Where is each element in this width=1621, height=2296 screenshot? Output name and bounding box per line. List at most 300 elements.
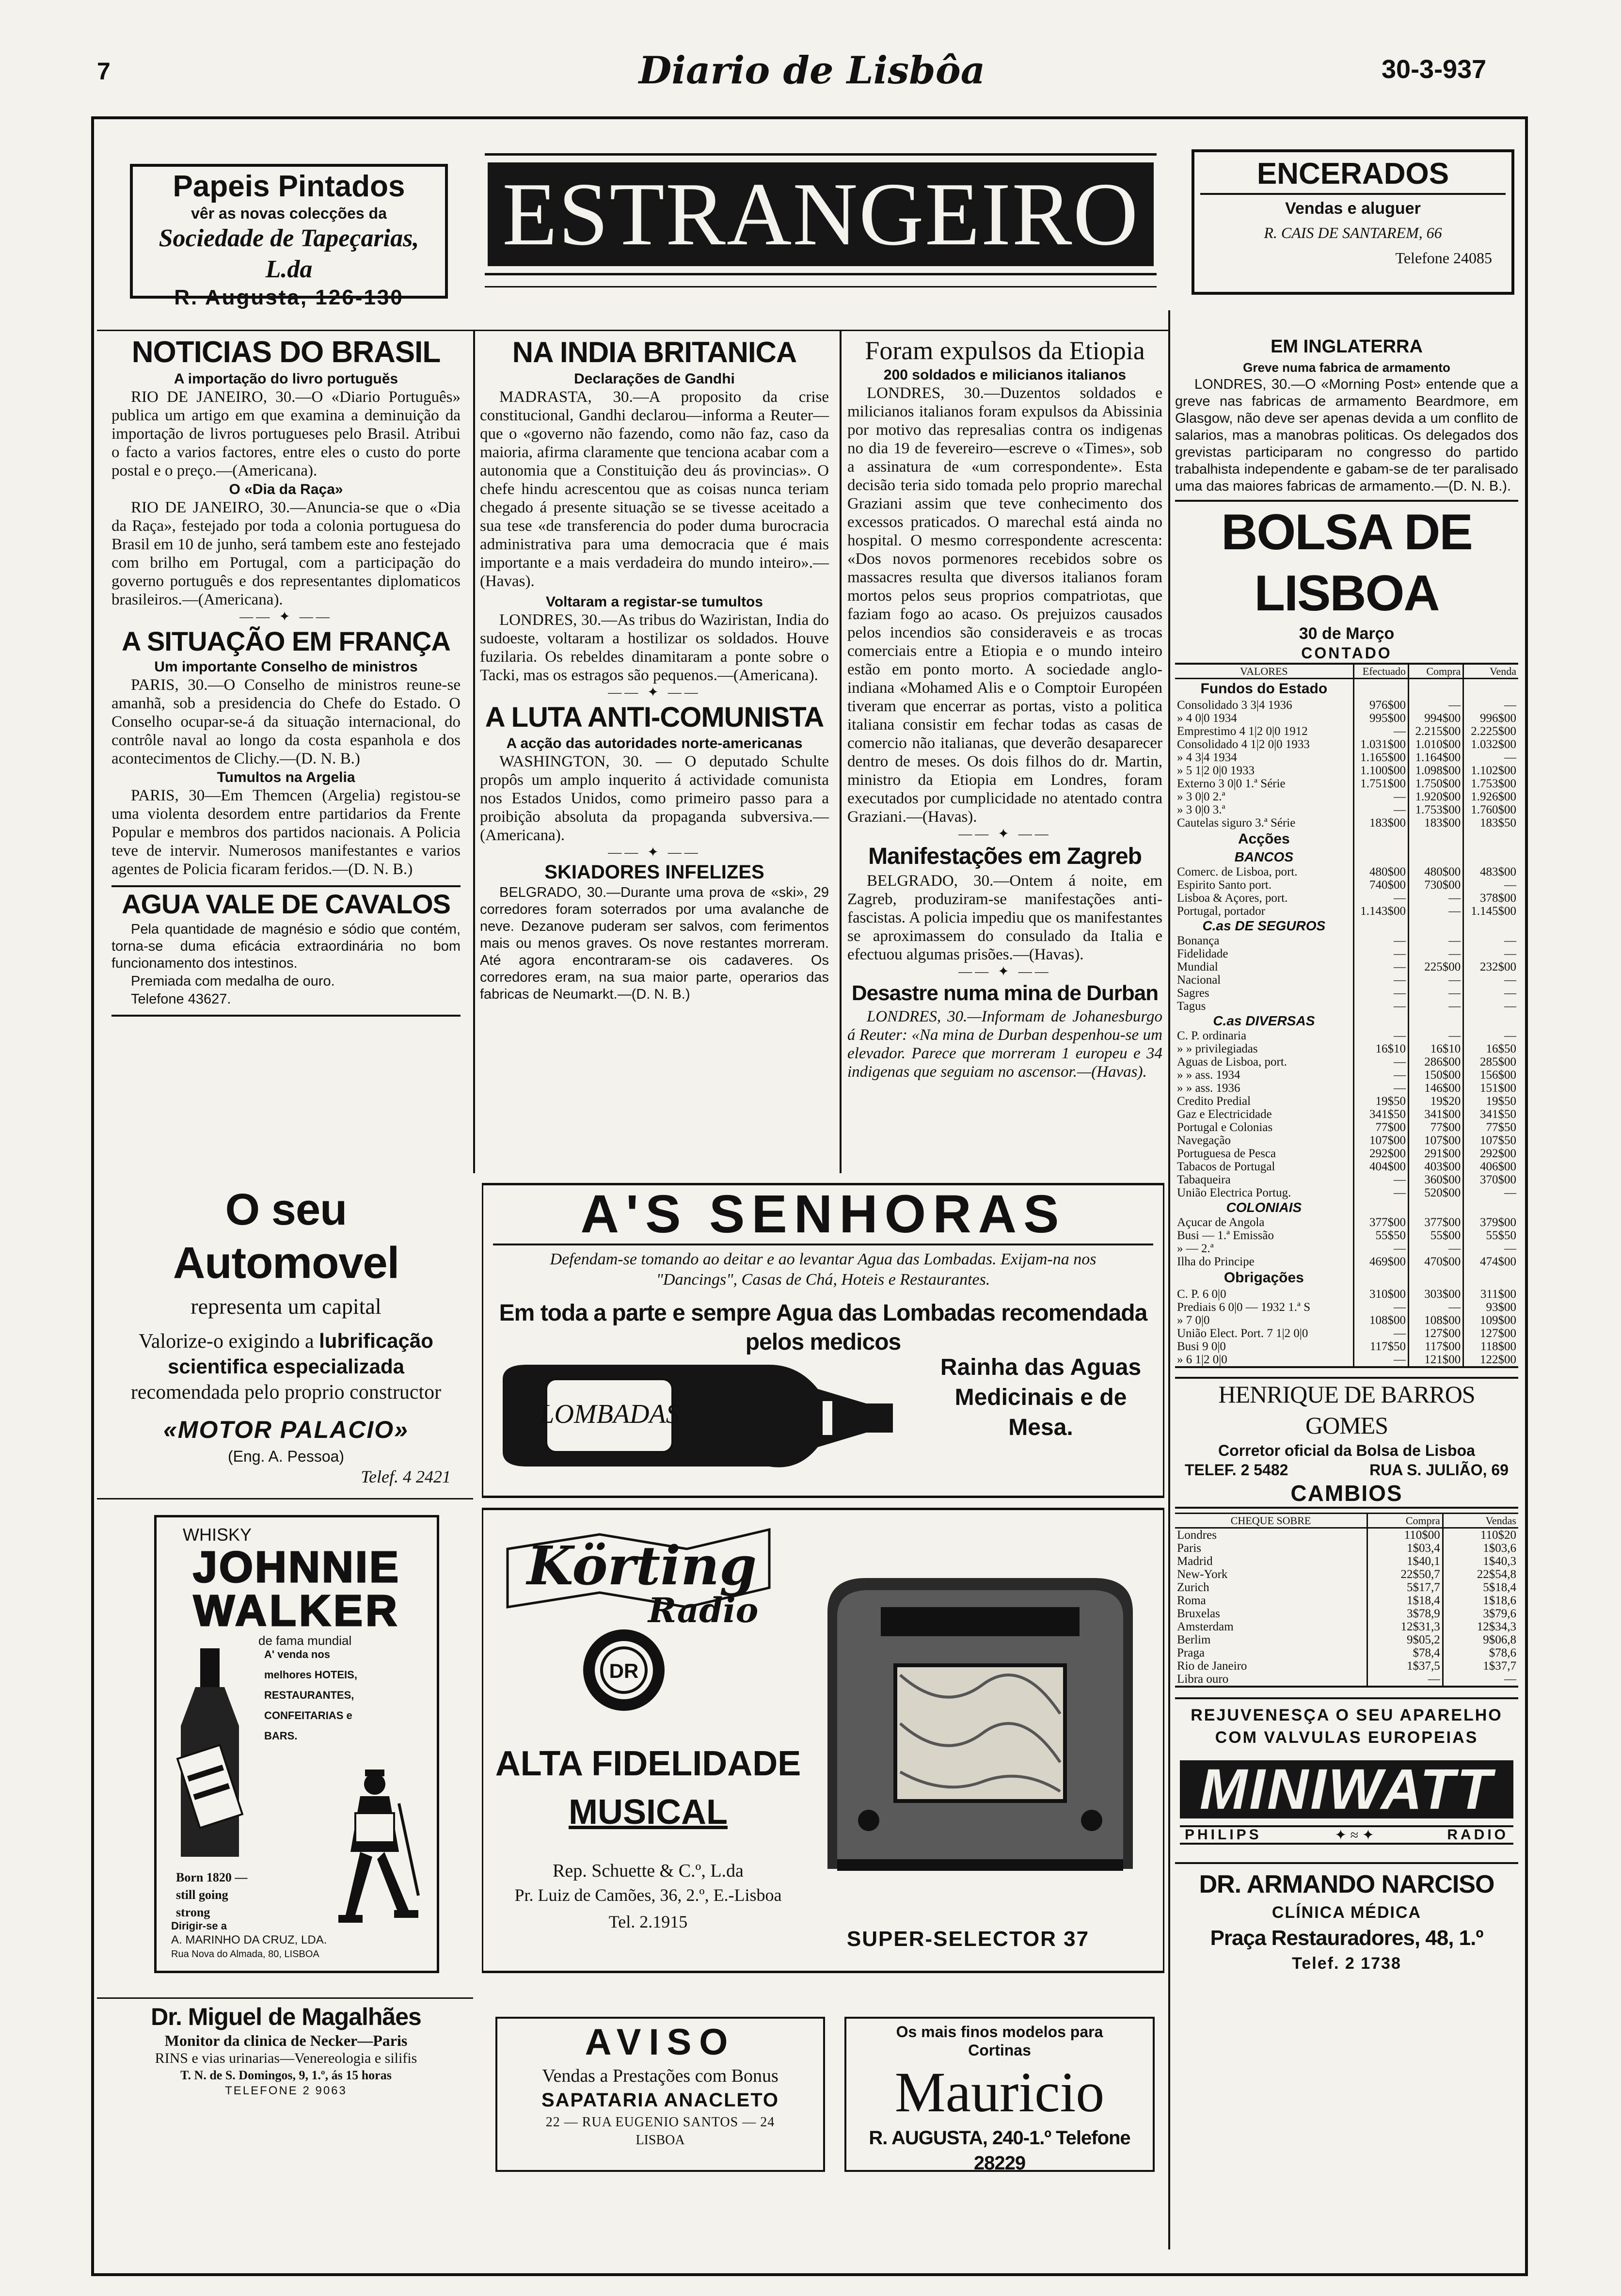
bolsa-price: 117$00 (1408, 1340, 1463, 1353)
headline-agua-vale-cavalos: AGUA VALE DE CAVALOS (122, 889, 450, 919)
korting-line1: ALTA FIDELIDADE (495, 1744, 801, 1783)
philips-star-icon: ✦ ≈ ✦ (1335, 1827, 1374, 1843)
bolsa-security-name: » 7 0|0 (1177, 1314, 1210, 1327)
bolsa-price: — (1353, 790, 1408, 803)
bolsa-security-name: Gaz e Electricidade (1177, 1108, 1272, 1121)
bolsa-security-name: Portugal, portador (1177, 905, 1265, 918)
table-row (1175, 934, 1518, 947)
column-1 (111, 335, 461, 1017)
cambios-rate: 5$18,4 (1443, 1581, 1518, 1594)
table-row (1175, 1542, 1518, 1555)
cambios-rate: 110$20 (1443, 1528, 1518, 1542)
bolsa-empty-cell (1463, 679, 1518, 699)
ad-papeis-pintados (130, 164, 448, 309)
bolsa-security-name: Aguas de Lisboa, port. (1177, 1055, 1287, 1068)
bolsa-price: — (1463, 973, 1518, 987)
bolsa-price: 107$00 (1408, 1134, 1463, 1147)
subhead-india: Declarações de Gandhi (574, 371, 735, 387)
table-row (1175, 1229, 1518, 1242)
miniwatt-line2: COM VALVULAS EUROPEIAS (1215, 1728, 1478, 1747)
table-row (1175, 1042, 1518, 1055)
separator: —— ✦ —— (958, 964, 1051, 979)
table-row (1175, 1646, 1518, 1659)
bolsa-security-name: » » ass. 1936 (1177, 1082, 1240, 1095)
ad-encerados-phone: Telefone 24085 (1395, 249, 1492, 267)
table-row (1175, 1160, 1518, 1173)
narciso-line1: CLÍNICA MÉDICA (1271, 1903, 1422, 1922)
bolsa-price: 156$00 (1463, 1068, 1518, 1082)
headline-luta: A LUTA ANTI-COMUNISTA (485, 702, 824, 733)
subhead-inglaterra: Greve numa fabrica de armamento (1243, 360, 1450, 375)
bolsa-price: 108$00 (1408, 1314, 1463, 1327)
senhoras-line2: Em toda a parte e sempre Agua das Lombadas recomendada pelos medicos (499, 1300, 1147, 1355)
korting-seal-text: DR (609, 1659, 639, 1682)
bolsa-section-title: COLONIAIS (1226, 1200, 1302, 1215)
bolsa-empty-cell (1408, 679, 1463, 699)
article-franca-2: PARIS, 30—Em Themcen (Argelia) registou-se uma violenta desordem entre partidarios da Frente Popular e membros dos partidos nacionais. A Policia teve de intervir. Numerosos manifestantes e varios agentes de Policia ficaram feridos.—(D. N. B.) (111, 787, 461, 878)
ad-encerados-title: ENCERADOS (1200, 155, 1506, 195)
cambios-city: Paris (1177, 1542, 1201, 1555)
bolsa-security-name: Tagus (1177, 1000, 1206, 1013)
bolsa-price: 122$00 (1463, 1353, 1518, 1367)
bolsa-price: 469$00 (1353, 1255, 1408, 1268)
bolsa-price: 1.920$00 (1408, 790, 1463, 803)
korting-model: SUPER-SELECTOR 37 (846, 1927, 1090, 1951)
mig-line2: RINS e vias urinarias—Venereologia e silifis (155, 2050, 417, 2066)
bolsa-price: 183$00 (1408, 816, 1463, 829)
bolsa-price: 19$50 (1353, 1095, 1408, 1108)
bolsa-price: 480$00 (1408, 865, 1463, 878)
bolsa-price: 77$00 (1408, 1121, 1463, 1134)
bolsa-price: — (1353, 1055, 1408, 1068)
bolsa-security-name: » 5 1|2 0|0 1933 (1177, 764, 1255, 777)
mauricio-name: Mauricio (894, 2060, 1105, 2124)
bolsa-price: 55$00 (1408, 1229, 1463, 1242)
table-row (1175, 725, 1518, 738)
bolsa-price: 740$00 (1353, 878, 1408, 892)
bolsa-price: — (1353, 947, 1408, 960)
table-row (1175, 764, 1518, 777)
table-row (1175, 803, 1518, 816)
cambios-col-header: Vendas (1443, 1514, 1518, 1528)
bolsa-price: 183$50 (1463, 816, 1518, 829)
section-banner-frame (485, 153, 1157, 275)
bolsa-price: — (1463, 934, 1518, 947)
bottle-label: LOMBADAS (539, 1399, 680, 1429)
ad-automovel-line2a: Valorize-o exigindo a (139, 1330, 314, 1353)
bottle-icon (498, 1360, 895, 1471)
bolsa-price: 55$50 (1353, 1229, 1408, 1242)
table-row (1175, 1242, 1518, 1255)
cambios-rate: 3$79,6 (1443, 1607, 1518, 1620)
bolsa-price: 730$00 (1408, 878, 1463, 892)
narciso-name: DR. ARMANDO NARCISO (1199, 1870, 1494, 1898)
bolsa-price: 341$00 (1408, 1108, 1463, 1121)
bolsa-col-header: Venda (1463, 664, 1518, 679)
bolsa-price: 183$00 (1353, 816, 1408, 829)
table-row (1175, 892, 1518, 905)
table-row (1175, 960, 1518, 973)
headline-brasil: NOTICIAS DO BRASIL (131, 335, 441, 369)
bolsa-price: 1.010$00 (1408, 738, 1463, 751)
table-row (1175, 1659, 1518, 1673)
bolsa-empty-cell (1463, 1199, 1518, 1216)
headline-india: NA INDIA BRITANICA (512, 336, 797, 368)
table-row (1175, 878, 1518, 892)
bolsa-security-name: » 4 0|0 1934 (1177, 712, 1237, 725)
table-row (1175, 1108, 1518, 1121)
section-banner: ESTRANGEIRO (488, 162, 1154, 266)
bolsa-security-name: Prediais 6 0|0 — 1932 1.ª S (1177, 1301, 1311, 1314)
hbg-phone: TELEF. 2 5482 (1185, 1461, 1288, 1479)
bolsa-price: — (1353, 892, 1408, 905)
bolsa-price: 127$00 (1408, 1327, 1463, 1340)
bolsa-price: 1.165$00 (1353, 751, 1408, 764)
bolsa-price: — (1353, 934, 1408, 947)
bolsa-price: 403$00 (1408, 1160, 1463, 1173)
cambios-col-header: Compra (1367, 1514, 1443, 1528)
bolsa-price: 994$00 (1408, 712, 1463, 725)
cambios-rate: — (1367, 1673, 1443, 1687)
bolsa-empty-cell (1353, 1013, 1408, 1029)
table-row (1175, 1528, 1518, 1542)
bolsa-price: 404$00 (1353, 1160, 1408, 1173)
jw-fame: de fama mundial (258, 1633, 352, 1648)
ad-automovel-line3: recomendada pelo proprio constructor (130, 1381, 442, 1403)
bolsa-price: 378$00 (1463, 892, 1518, 905)
bolsa-price: — (1463, 1186, 1518, 1199)
newspaper-title: Diario de Lisbôa (638, 48, 985, 93)
bolsa-price: — (1408, 934, 1463, 947)
table-row (1175, 790, 1518, 803)
table-row (1175, 973, 1518, 987)
bolsa-price: — (1408, 1301, 1463, 1314)
cambios-rate: $78,6 (1443, 1646, 1518, 1659)
bolsa-price: — (1408, 1000, 1463, 1013)
hbg-line1: Corretor oficial da Bolsa de Lisboa (1218, 1442, 1475, 1459)
senhoras-title: A'S SENHORAS (493, 1185, 1153, 1245)
table-row (1175, 1327, 1518, 1340)
article-brasil-2: RIO DE JANEIRO, 30.—Anuncia-se que o «Dia da Raça», festejado por toda a colonia portuguesa do Brasil em 10 de junho, será tambem este ano festejado com brilho em Portugal, com a participação do governo português e dos representantes diplomaticos brasileiros.—(Americana). (111, 499, 461, 608)
bolsa-section-header (1175, 1268, 1518, 1288)
bolsa-security-name: C. P. 6 0|0 (1177, 1288, 1226, 1301)
article-inglaterra: LONDRES, 30.—O «Morning Post» entende que a greve nas fabricas de armamento Beardmore, em Glasgow, não deve ser apenas devida a um conflito de salarios, mas a manobras politicas. Os delegados dos grevistas participaram no congresso do partido trabalhista independente e gabam-se de ter paralisado uma das maiores fabricas de armamento.—(D. N. B.). (1175, 377, 1518, 494)
striding-man-icon (326, 1770, 423, 1944)
bolsa-price: — (1408, 905, 1463, 918)
ad-johnnie-walker (154, 1515, 439, 1973)
cambios-rate: 1$18,4 (1367, 1594, 1443, 1607)
mauricio-line1: Os mais finos modelos para Cortinas (896, 2023, 1103, 2059)
cambios-rate: 1$37,5 (1367, 1659, 1443, 1673)
table-row (1175, 1340, 1518, 1353)
ad-agua-phone: Telefone 43627. (131, 991, 231, 1007)
bolsa-price: — (1353, 1173, 1408, 1186)
ad-automovel (111, 1183, 461, 1486)
bolsa-price: 341$50 (1353, 1108, 1408, 1121)
bolsa-security-name: Emprestimo 4 1|2 0|0 1912 (1177, 725, 1308, 738)
bolsa-price: 1.760$00 (1463, 803, 1518, 816)
bolsa-price: 292$00 (1353, 1147, 1408, 1160)
ad-encerados (1192, 149, 1514, 295)
korting-radio-word: Radio (648, 1590, 759, 1630)
bolsa-section-header (1175, 849, 1518, 865)
column-4 (1175, 335, 1518, 1975)
article-skiadores: BELGRADO, 30.—Durante uma prova de «ski», 29 corredores foram soterrados por uma avalanche de neve. Dezanove puderam ser salvos, com ferimentos mais ou menos graves. Os nove restantes morreram. Até agora encontraram-se ois cadaveres. Os corredores eram, na sua maior parte, operarios das fabricas de Neumarkt.—(D. N. B.) (480, 885, 829, 1002)
table-row (1175, 1173, 1518, 1186)
bolsa-price: — (1408, 892, 1463, 905)
jw-direct: Dirigir-se a (171, 1920, 227, 1932)
bolsa-security-name: » » privilegiadas (1177, 1042, 1258, 1055)
bolsa-empty-cell (1353, 1268, 1408, 1288)
bolsa-security-name: Portugal e Colonias (1177, 1121, 1273, 1134)
korting-seal-icon (580, 1626, 667, 1714)
bolsa-price: 311$00 (1463, 1288, 1518, 1301)
ad-papeis-line: vêr as novas colecções da (191, 205, 387, 222)
bolsa-price: 2.215$00 (1408, 725, 1463, 738)
bolsa-price: 1.102$00 (1463, 764, 1518, 777)
bolsa-security-name: » » ass. 1934 (1177, 1068, 1240, 1082)
ad-korting-radio (482, 1508, 1164, 1973)
table-row (1175, 987, 1518, 1000)
bolsa-security-name: Ilha do Principe (1177, 1255, 1255, 1268)
bolsa-price: 1.145$00 (1463, 905, 1518, 918)
jw-agent: A. MARINHO DA CRUZ, LDA. (171, 1933, 327, 1946)
bolsa-security-name: » 4 3|4 1934 (1177, 751, 1237, 764)
bolsa-price: — (1353, 1327, 1408, 1340)
bolsa-security-name: Consolidado 3 3|4 1936 (1177, 699, 1292, 712)
ad-senhoras (482, 1183, 1164, 1498)
bolsa-price: — (1353, 1000, 1408, 1013)
cambios-city: Rio de Janeiro (1177, 1659, 1247, 1673)
bolsa-price: 303$00 (1408, 1288, 1463, 1301)
bolsa-empty-cell (1463, 1013, 1518, 1029)
table-row (1175, 1581, 1518, 1594)
headline-skiadores: SKIADORES INFELIZES (544, 861, 764, 883)
bolsa-price: — (1408, 987, 1463, 1000)
subhead-luta: A acção das autoridades norte-americanas (506, 735, 803, 751)
bolsa-empty-cell (1408, 829, 1463, 849)
table-row (1175, 1255, 1518, 1268)
hbg-name: HENRIQUE DE BARROS GOMES (1218, 1381, 1475, 1439)
issue-date: 30-3-937 (1382, 55, 1487, 84)
bolsa-empty-cell (1353, 849, 1408, 865)
bolsa-security-name: Sagres (1177, 987, 1209, 1000)
ad-automovel-phone: Telef. 4 2421 (361, 1467, 451, 1486)
bolsa-section-header (1175, 829, 1518, 849)
bolsa-section-header (1175, 918, 1518, 934)
bolsa-empty-cell (1408, 918, 1463, 934)
korting-brand: Körting (527, 1534, 757, 1597)
bolsa-empty-cell (1463, 1268, 1518, 1288)
whisky-bottle-icon (166, 1648, 254, 1862)
bolsa-title: BOLSA DE LISBOA (1221, 504, 1472, 622)
headline-durban: Desastre numa mina de Durban (851, 981, 1159, 1005)
bolsa-price: 77$00 (1353, 1121, 1408, 1134)
bolsa-section-title: BANCOS (1234, 849, 1294, 864)
table-row (1175, 1314, 1518, 1327)
jw-whisky: WHISKY (183, 1525, 252, 1545)
bolsa-price: — (1353, 725, 1408, 738)
bolsa-col-header: Compra (1408, 664, 1463, 679)
bolsa-empty-cell (1463, 829, 1518, 849)
cambios-rate: — (1443, 1673, 1518, 1687)
bolsa-price: 310$00 (1353, 1288, 1408, 1301)
bolsa-security-name: C. P. ordinaria (1177, 1029, 1247, 1042)
table-row (1175, 738, 1518, 751)
table-row (1175, 751, 1518, 764)
cambios-city: New-York (1177, 1568, 1228, 1581)
cambios-col-header: CHEQUE SOBRE (1230, 1515, 1311, 1527)
bolsa-price: 118$00 (1463, 1340, 1518, 1353)
miniwatt-brand: MINIWATT (1180, 1760, 1513, 1818)
table-row (1175, 712, 1518, 725)
headline-inglaterra: EM INGLATERRA (1271, 336, 1423, 357)
cambios-rate: 1$03,6 (1443, 1542, 1518, 1555)
bolsa-price: — (1408, 699, 1463, 712)
column-3 (847, 335, 1162, 1082)
bolsa-price: 121$00 (1408, 1353, 1463, 1367)
subhead-franca-2: Tumultos na Argelia (217, 769, 355, 785)
bolsa-empty-cell (1353, 679, 1408, 699)
cambios-city: Roma (1177, 1594, 1206, 1607)
bolsa-price: 995$00 (1353, 712, 1408, 725)
bolsa-security-name: » — 2.ª (1177, 1242, 1214, 1255)
bolsa-empty-cell (1353, 1199, 1408, 1216)
korting-phone: Tel. 2.1915 (608, 1912, 688, 1931)
bolsa-price: 996$00 (1463, 712, 1518, 725)
bolsa-price: 150$00 (1408, 1068, 1463, 1082)
bolsa-section-title: Fundos do Estado (1200, 681, 1328, 697)
subhead-etiopia: 200 soldados e milicianos italianos (883, 367, 1127, 383)
bolsa-table (1175, 663, 1518, 1368)
cambios-city: Londres (1177, 1529, 1217, 1542)
bolsa-price: 285$00 (1463, 1055, 1518, 1068)
table-row (1175, 1673, 1518, 1687)
cambios-city: Berlim (1177, 1633, 1211, 1646)
bolsa-price: 225$00 (1408, 960, 1463, 973)
bolsa-empty-cell (1463, 918, 1518, 934)
table-row (1175, 816, 1518, 829)
bolsa-security-name: Tabacos de Portugal (1177, 1160, 1275, 1173)
cambios-rate: $78,4 (1367, 1646, 1443, 1659)
bolsa-section-header (1175, 1013, 1518, 1029)
cambios-rate: 5$17,7 (1367, 1581, 1443, 1594)
bolsa-security-name: Busi 9 0|0 (1177, 1340, 1226, 1353)
separator: —— ✦ —— (239, 609, 333, 624)
cambios-city: Bruxelas (1177, 1607, 1220, 1620)
table-row (1175, 865, 1518, 878)
table-row (1175, 905, 1518, 918)
bolsa-price: — (1353, 1242, 1408, 1255)
table-row (1175, 1029, 1518, 1042)
bolsa-section-header (1175, 1199, 1518, 1216)
ad-agua-text: Pela quantidade de magnésio e sódio que contém, torna-se duma eficácia extraordinária no bom funcionamento dos intestinos. (111, 922, 461, 971)
table-row (1175, 1568, 1518, 1581)
table-row (1175, 1633, 1518, 1646)
bolsa-security-name: Mundial (1177, 960, 1218, 973)
cambios-city: Libra ouro (1177, 1673, 1229, 1686)
bolsa-price: 151$00 (1463, 1082, 1518, 1095)
cambios-city: Madrid (1177, 1555, 1213, 1568)
bolsa-price: 16$50 (1463, 1042, 1518, 1055)
cambios-rate: 1$40,1 (1367, 1555, 1443, 1568)
bolsa-section-header (1175, 679, 1518, 699)
bolsa-security-name: Comerc. de Lisboa, port. (1177, 865, 1298, 878)
miniwatt-logo (1180, 1754, 1513, 1850)
narciso-phone: Telef. 2 1738 (1292, 1954, 1401, 1973)
mig-line1: Monitor da clinica de Necker—Paris (164, 2032, 408, 2049)
cambios-city: Zurich (1177, 1581, 1209, 1594)
ad-automovel-line1: representa um capital (191, 1294, 381, 1319)
bolsa-price: 93$00 (1463, 1301, 1518, 1314)
bolsa-price: — (1463, 1242, 1518, 1255)
article-zagreb: BELGRADO, 30.—Ontem á noite, em Zagreb, produziram-se manifestações anti-fascistas. A policia impediu que os manifestantes se aproximassem do consulado da Italia e efectuou algumas prisões.—(Havas). (847, 872, 1162, 963)
bolsa-price: 77$50 (1463, 1121, 1518, 1134)
bolsa-price: 2.225$00 (1463, 725, 1518, 738)
bolsa-section-title: Acções (1238, 831, 1290, 847)
bolsa-price: 377$00 (1408, 1216, 1463, 1229)
table-row (1175, 947, 1518, 960)
bolsa-price: 292$00 (1463, 1147, 1518, 1160)
table-row (1175, 1620, 1518, 1633)
aviso-line1: Vendas a Prestações com Bonus (542, 2066, 779, 2086)
cambios-rate: 22$50,7 (1367, 1568, 1443, 1581)
table-row (1175, 1607, 1518, 1620)
mig-phone: TELEFONE 2 9063 (225, 2084, 347, 2097)
bolsa-price: 286$00 (1408, 1055, 1463, 1068)
aviso-line3: 22 — RUA EUGENIO SANTOS — 24 (545, 2115, 775, 2130)
cambios-title: CAMBIOS (1175, 1480, 1518, 1509)
jw-brand-1: JOHNNIE (192, 1543, 401, 1592)
cambios-rate: 22$54,8 (1443, 1568, 1518, 1581)
ad-aviso (495, 2017, 825, 2172)
bolsa-price: 406$00 (1463, 1160, 1518, 1173)
bolsa-section-title: C.as DE SEGUROS (1202, 918, 1326, 933)
senhoras-line3: Rainha das Aguas Medicinais e de Mesa. (940, 1355, 1142, 1440)
bolsa-security-name: Fidelidade (1177, 947, 1228, 960)
bolsa-price: 483$00 (1463, 865, 1518, 878)
bolsa-price: 377$00 (1353, 1216, 1408, 1229)
mig-line3: T. N. de S. Domingos, 9, 1.º, ás 15 horas (180, 2068, 392, 2082)
ad-papeis-address: R. Augusta, 126-130 (174, 286, 404, 309)
cambios-rate: 1$03,4 (1367, 1542, 1443, 1555)
bolsa-empty-cell (1408, 849, 1463, 865)
bolsa-price: 1.751$00 (1353, 777, 1408, 790)
cambios-city: Amsterdam (1177, 1620, 1234, 1633)
narciso-line2: Praça Restauradores, 48, 1.º (1210, 1926, 1483, 1950)
bolsa-price: — (1353, 987, 1408, 1000)
article-etiopia: LONDRES, 30.—Duzentos soldados e milicianos italianos foram expulsos da Abissinia por motivo das represalias contra os indigenas no dia 19 de fevereiro—escreve o «Times», sob a assinatura de «um correspondente». Esta decisão teria sido tomada pelo proprio marechal Graziani assim que teve conhecimento dos excessos praticados. O marechal está ainda no hospital. O mesmo correspondente acrescenta: «Dos novos pormenores recebidos sobre os massacres resulta que diversos italianos foram mortos pelos seus proprios compatriotas, que faziam fogo ao acaso. Os prejuizos causados pelos incendios são consideraveis e as trocas comerciais entre a Etiopia e o mundo inteiro estão em ponto morto. A sociedade anglo-indiana «Mohamed Alis e o Comptoir Européen tiveram que encerrar as portas, visto a politica italiana consistir em fechar todas as casas de comercio não italianas, que deverão desaparecer dentro de meses. Os dois filhos do dr. Martin, ministro da Etiopia em Londres, foram executados por cumplicidade no atentado contra Graziani.—(Havas). (847, 384, 1162, 826)
bolsa-price: 474$00 (1463, 1255, 1518, 1268)
subhead-brasil-1: A importação do livro portuguĕs (174, 371, 398, 387)
bolsa-security-name: Açucar de Angola (1177, 1216, 1265, 1229)
bolsa-price: 1.032$00 (1463, 738, 1518, 751)
article-luta: WASHINGTON, 30. — O deputado Schulte propôs um amplo inquerito á actividade comunista nos Estados Unidos, como primeiro passo para a proibição absoluta da propaganda subversiva.—(Americana). (480, 753, 829, 844)
table-row (1175, 1055, 1518, 1068)
ad-encerados-address: R. CAIS DE SANTAREM, 66 (1264, 224, 1442, 241)
separator: —— ✦ —— (958, 827, 1051, 842)
bolsa-price: — (1463, 947, 1518, 960)
bolsa-price: — (1353, 973, 1408, 987)
bolsa-price: 107$00 (1353, 1134, 1408, 1147)
article-india-1: MADRASTA, 30.—A proposito da crise constitucional, Gandhi declarou—informa a Reuter—que o «governo não fazendo, como não faz, caso da maioria, afirma claramente que tenciona acabar com a autonomia que a Constituição deu ás provincias». O chefe hindu acrescentou que as coisas nunca teriam chegado á presente situação se se tivesse aceitado a sua tese «de transferencia do poder duma burocracia administrativa para uma democracia que é mais importante e a mais verdadeira do mundo inteiro».—(Havas). (480, 388, 829, 590)
bolsa-security-name: Cautelas siguro 3.ª Série (1177, 816, 1296, 829)
bolsa-price: 1.143$00 (1353, 905, 1408, 918)
table-row (1175, 1147, 1518, 1160)
table-row (1175, 1301, 1518, 1314)
table-row (1175, 1068, 1518, 1082)
bolsa-price: 16$10 (1408, 1042, 1463, 1055)
